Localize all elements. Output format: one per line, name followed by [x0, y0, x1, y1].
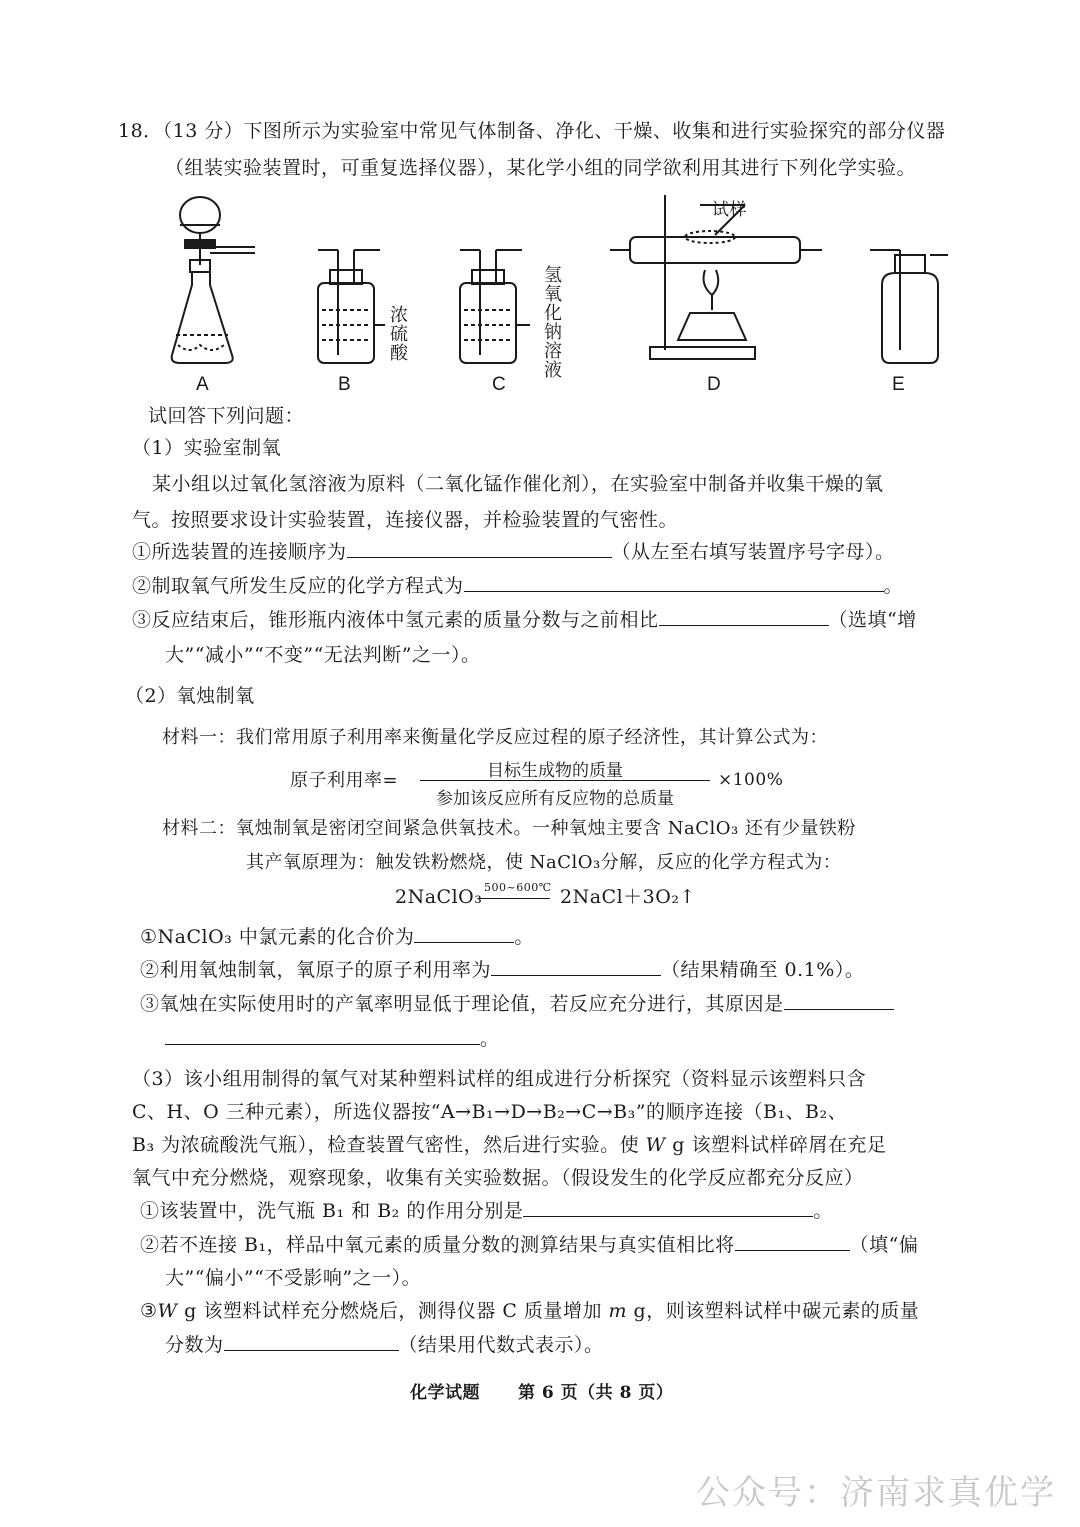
apparatus-e-drawing [870, 250, 948, 363]
apparatus-label-c: C [492, 374, 506, 395]
part2-q2 [140, 959, 864, 982]
part3-line3-text-a: B₃ 为浓硫酸洗气瓶），检查装置气密性，然后进行实验。使 [132, 1134, 646, 1156]
part1-q3-prompt: ③反应结束后，锥形瓶内液体中氢元素的质量分数与之前相比 [132, 609, 659, 631]
footer-subject: 化学试题 [410, 1383, 480, 1403]
part2-q2-prompt: ②利用氧烛制氧，氧原子的原子利用率为 [140, 959, 492, 981]
part3-line3-text-b: g 该塑料试样碎屑在充足 [665, 1134, 887, 1156]
part3-q2-note: （填“偏 [849, 1234, 919, 1256]
watermark: 公众号：济南求真优学 [696, 1473, 1056, 1513]
part1-q2-prompt: ②制取氧气所发生反应的化学方程式为 [132, 575, 464, 597]
part3-q1 [140, 1200, 833, 1223]
part1-q2-answer-blank[interactable] [464, 575, 884, 592]
part2-material1: 材料一：我们常用原子利用率来衡量化学反应过程的原子经济性，其计算公式为： [162, 727, 828, 748]
part3-line2: C、H、O 三种元素），所选仪器按“A→B₁→D→B₂→C→B₃”的顺序连接（B₁、B₂、 [132, 1101, 848, 1123]
part1-q3-note: （选填“增 [828, 609, 917, 631]
b-reagent-label: 浓硫酸 [387, 305, 408, 362]
part3-q1-prompt: ①该装置中，洗气瓶 B₁ 和 B₂ 的作用分别是 [140, 1200, 524, 1222]
apparatus-label-e: E [892, 374, 905, 395]
part3-q2-prompt: ②若不连接 B₁，样品中氧元素的质量分数的测算结果与真实值相比将 [140, 1234, 735, 1256]
part2-material2-line2: 其产氧原理为：触发铁粉燃烧，使 NaClO₃分解，反应的化学方程式为： [246, 852, 842, 873]
part3-line1: （3）该小组用制得的氧气对某种塑料试样的组成进行分析探究（资料显示该塑料只含 [132, 1068, 867, 1090]
apparatus-label-a: A [196, 374, 209, 395]
part2-q1-end: 。 [514, 926, 534, 948]
part1-q3-answer-blank[interactable] [659, 609, 829, 626]
part3-q3-note: （结果用代数式表示）。 [398, 1334, 604, 1356]
part2-title: （2）氧烛制氧 [125, 685, 255, 707]
equation-right: 2NaCl＋3O₂↑ [560, 886, 696, 908]
part2-q3-end: 。 [480, 1028, 500, 1050]
part1-q1 [132, 541, 895, 564]
apparatus-b-drawing [318, 250, 385, 363]
apparatus-label-d: D [707, 374, 721, 395]
formula-denominator: 参加该反应所有反应物的总质量 [436, 789, 674, 809]
part2-q2-note: （结果精确至 0.1%）。 [661, 959, 865, 981]
part3-q3-text-b: g，则该塑料试样中碳元素的质量 [627, 1300, 920, 1322]
part3-q3 [140, 1300, 919, 1323]
part2-q3-prompt: ③氧烛在实际使用时的产氧率明显低于理论值，若反应充分进行，其原因是 [140, 993, 784, 1015]
formula-rhs: ×100% [718, 770, 784, 790]
part1-q3 [132, 609, 917, 632]
part3-q1-answer-blank[interactable] [523, 1200, 813, 1217]
part2-q3-answer-blank-a[interactable] [784, 993, 894, 1010]
intro-text: 试回答下列问题： [148, 405, 305, 427]
c-reagent-label: 氢氧化钠溶液 [541, 265, 562, 379]
question-header-line2: （组装实验装置时，可重复选择仪器），某化学小组的同学欲利用其进行下列化学实验。 [165, 157, 917, 179]
part1-para-line2: 气。按照要求设计实验装置，连接仪器，并检验装置的气密性。 [132, 509, 679, 531]
part1-q2 [132, 575, 903, 598]
part1-q1-prompt: ①所选装置的连接顺序为 [132, 541, 347, 563]
footer-page: 第 6 页（共 8 页） [518, 1383, 674, 1403]
part3-q2 [140, 1234, 918, 1257]
part1-q1-note: （从左至右填写装置序号字母）。 [611, 541, 895, 563]
part2-q3 [140, 993, 894, 1016]
formula-lhs: 原子利用率= [290, 770, 399, 791]
part3-q3-prompt2: 分数为 [165, 1334, 224, 1356]
equation-left: 2NaClO₃ [395, 886, 483, 908]
apparatus-a-drawing [172, 197, 255, 363]
equation-arrow-line [478, 898, 550, 899]
part2-q3-line2 [165, 1028, 500, 1051]
part1-para-line1: 某小组以过氧化氢溶液为原料（二氧化锰作催化剂），在实验室中制备并收集干燥的氧 [152, 473, 884, 495]
apparatus-c-drawing [460, 250, 530, 363]
part3-q3-number: ③ [140, 1300, 158, 1322]
part3-q2-answer-blank[interactable] [735, 1234, 850, 1251]
part1-q2-end: 。 [883, 575, 904, 597]
apparatus-label-b: B [338, 374, 351, 395]
part3-q3-text-a: g 该塑料试样充分燃烧后，测得仪器 C 质量增加 [177, 1300, 609, 1322]
part1-q3-line2: 大”“减小”“不变”“无法判断”之一）。 [165, 644, 481, 666]
part2-q2-answer-blank[interactable] [491, 959, 661, 976]
part2-q1-answer-blank[interactable] [414, 926, 514, 943]
part1-q1-answer-blank[interactable] [347, 541, 612, 558]
part1-title: （1）实验室制氧 [132, 437, 282, 459]
question-header-line1: 18．（13 分）下图所示为实验室中常见气体制备、净化、干燥、收集和进行实验探究的部分仪器 [118, 120, 946, 142]
part3-q3-answer-blank[interactable] [224, 1334, 399, 1351]
part2-q1-prompt: ①NaClO₃ 中氯元素的化合价为 [140, 926, 415, 948]
d-sample-label: 试样 [712, 200, 747, 220]
part2-q3-answer-blank-b[interactable] [165, 1028, 480, 1045]
part3-line3 [132, 1134, 886, 1157]
part2-material2-line1: 材料二：氧烛制氧是密闭空间紧急供氧技术。一种氧烛主要含 NaClO₃ 还有少量铁粉 [162, 818, 856, 839]
part3-q3-line2 [165, 1334, 604, 1357]
var-m: m [608, 1300, 628, 1322]
part3-q1-end: 。 [813, 1200, 833, 1222]
formula-fraction-bar [420, 780, 710, 781]
part3-line4: 氧气中充分燃烧，观察现象，收集有关实验数据。（假设发生的化学反应都充分反应） [132, 1167, 864, 1189]
var-w-q3: W [157, 1300, 178, 1322]
formula-numerator: 目标生成物的质量 [487, 761, 623, 781]
var-w: W [645, 1134, 666, 1156]
part2-q1 [140, 926, 534, 949]
equation-condition: 500~600℃ [484, 881, 552, 894]
part3-q2-line2: 大”“偏小”“不受影响”之一）。 [165, 1267, 422, 1289]
